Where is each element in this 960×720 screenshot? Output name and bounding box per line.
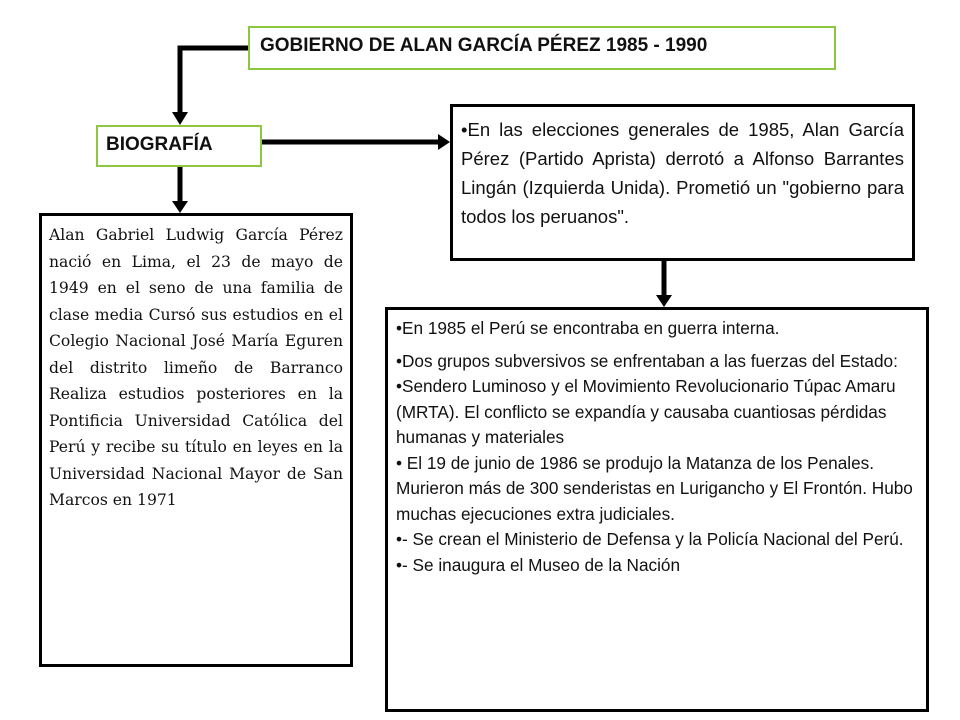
title-box	[248, 26, 836, 70]
biography-text-box	[39, 213, 353, 667]
elections-box	[450, 104, 915, 261]
biography-label-box	[96, 125, 262, 167]
events-box	[385, 307, 929, 712]
biography-text: Alan Gabriel Ludwig García Pérez nació en Lima, el 23 de mayo de 1949 en el seno de una familia de clase media Cursó sus estudios en el Colegio Nacional José María Eguren del distrito limeño de Barranco Realiza estudios posteriores en la Pontificia Universidad Católica del Perú y recibe su título en leyes en la Universidad Nacional Mayor de San Marcos en 1971	[49, 226, 343, 509]
event-item: • El 19 de junio de 1986 se produjo la Matanza de los Penales. Murieron más de 300 senderistas en Lurigancho y El Frontón. Hubo muchas ejecuciones extra judiciales.	[396, 452, 913, 524]
event-item: •Sendero Luminoso y el Movimiento Revolucionario Túpac Amaru (MRTA). El conflicto se expandía y causaba cuantiosas pérdidas humanas y materiales	[396, 376, 896, 447]
biography-to-text-arrowhead	[172, 201, 188, 213]
event-item: •En 1985 el Perú se encontraba en guerra interna.	[396, 318, 780, 338]
elections-to-events-arrowhead	[656, 295, 672, 307]
title-to-biography-connector	[180, 48, 248, 114]
biography-label: BIOGRAFÍA	[106, 134, 213, 155]
biography-to-elections-arrowhead	[438, 134, 450, 150]
title-to-biography-arrowhead	[172, 112, 188, 125]
event-item: •- Se inaugura el Museo de la Nación	[396, 554, 681, 575]
event-item: •Dos grupos subversivos se enfrentaban a las fuerzas del Estado:	[396, 350, 898, 371]
page-title: GOBIERNO DE ALAN GARCÍA PÉREZ 1985 - 1990	[260, 35, 708, 56]
elections-text: •En las elecciones generales de 1985, Alan García Pérez (Partido Aprista) derrotó a Alfonso Barrantes Lingán (Izquierda Unida). Prometió un "gobierno para todos los peruanos".	[461, 119, 904, 227]
event-item: •- Se crean el Ministerio de Defensa y la Policía Nacional del Perú.	[396, 529, 904, 549]
